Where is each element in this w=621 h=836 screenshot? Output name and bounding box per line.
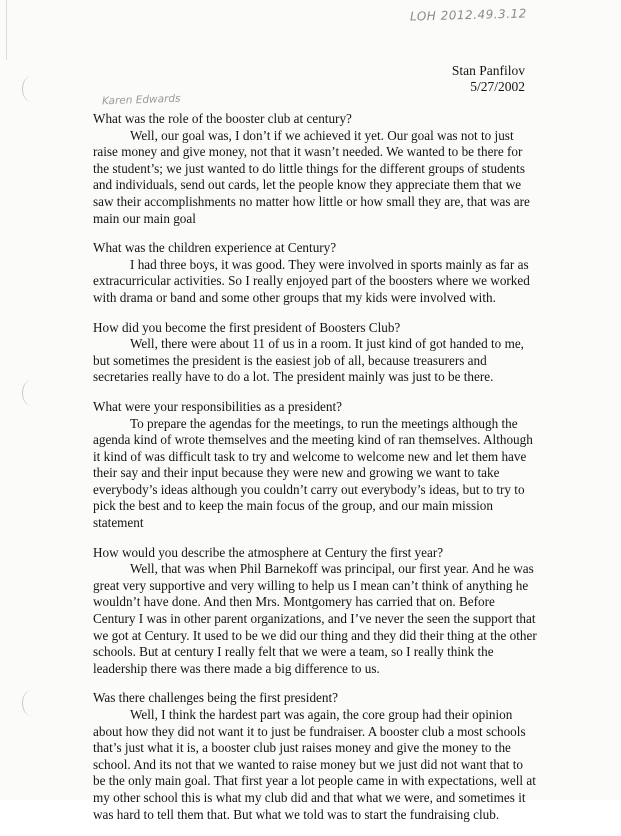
punch-hole-mark xyxy=(22,380,41,406)
question: What was the role of the booster club at century? xyxy=(93,111,352,126)
interview-transcript xyxy=(93,111,537,836)
qa-block xyxy=(93,240,537,306)
accession-prefix: LOH xyxy=(409,8,437,24)
handwritten-interviewer-name: Karen Edwards xyxy=(101,92,181,108)
interviewee-name: Stan Panfilov xyxy=(451,63,525,78)
qa-block xyxy=(93,399,537,532)
qa-block xyxy=(93,320,537,386)
question: How did you become the first president of Boosters Club? xyxy=(93,319,401,335)
answer: Well, that was when Phil Barnekoff was principal, our first year. And he was great very supportive and very willing to help us I mean can’t think of anything he wouldn’t have done. And then Mrs. Montgomery has carried that on. Before Century I was in other parent organizations, and I’ve never the seen the support that we got at Century. It used to be we did our thing and they did their thing at the other schools. But at century I really felt that we were a team, so I really think the leadership there was there made a big difference to us. xyxy=(93,561,537,676)
answer: I had three boys, it was good. They were involved in sports mainly as far as extracurricular activities. So I really enjoyed part of the boosters where we worked with drama or band and some other groups that my kids were involved with. xyxy=(93,256,530,305)
answer: Well, I think the hardest part was again, the core group had their opinion about how they did not want it to just be fundraiser. A booster club a most schools that’s just what it is, a booster club just raises money and give the money to the school. And its not that we wanted to raise money but we just did not want that to be the only main goal. That first year a lot people came in with expectations, well at my other school this is what my club did and that what we were, and sometimes it was hard to tell them that. But what we told was to start the fundraising club. xyxy=(93,707,536,822)
question: What were your responsibilities as a president? xyxy=(93,398,343,414)
question: Was there challenges being the first president? xyxy=(93,690,339,706)
accession-value: 2012.49.3.12 xyxy=(440,6,527,23)
answer: Well, our goal was, I don’t if we achieved it yet. Our goal was not to just raise money and give money, not that it wasn’t needed. We wanted to be there for the student’s; we just wanted to do little things for the different groups of students and individuals, send out cards, let the people know they appreciate them that we saw their accomplishments no matter how little or how small they are, that was are main our main goal xyxy=(93,127,530,226)
qa-block xyxy=(93,111,537,227)
document-header xyxy=(452,63,525,95)
answer: To prepare the agendas for the meetings, to run the meetings although the agenda kind of wrote themselves and the meeting kind of ran themselves. Although it kind of was difficult task to try and welcome to welcome new and let them have their say and their input because they were new and growing we want to take everybody’s ideas although you couldn’t carry out everybody’s ideas, but to try to pick the best and to keep the main focus of the group, and our main mission statement xyxy=(93,415,533,531)
punch-hole-mark xyxy=(22,76,41,102)
handwritten-accession-number xyxy=(410,6,527,23)
answer: Well, there were about 11 of us in a room. It just kind of got handed to me, but sometimes the president is the easiest job of all, because treasurers and secretaries really have to do a lot. The president mainly was just to be there. xyxy=(93,336,524,385)
punch-hole-mark xyxy=(22,690,41,716)
qa-block xyxy=(93,690,537,823)
question: How would you describe the atmosphere at Century the first year? xyxy=(93,544,444,560)
scan-edge-mark xyxy=(6,0,7,60)
qa-block xyxy=(93,545,537,678)
interview-date: 5/27/2002 xyxy=(470,79,525,94)
question: What was the children experience at Century? xyxy=(93,240,337,256)
